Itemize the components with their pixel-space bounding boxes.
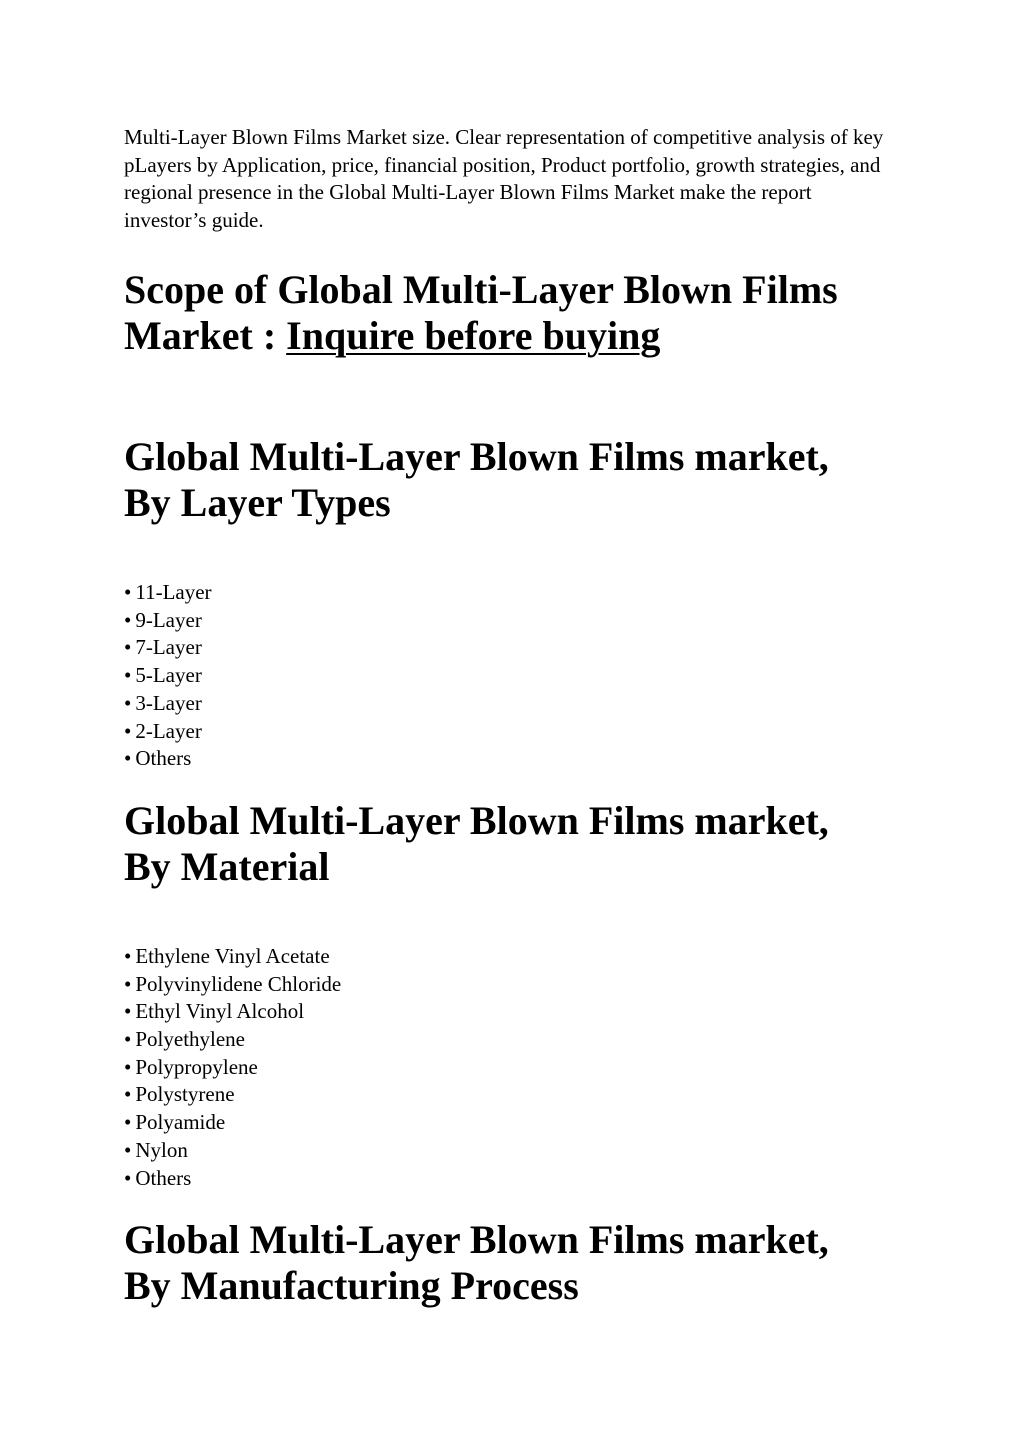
bullet: • [124,1165,132,1190]
bullet: • [124,746,132,771]
scope-heading-text: Scope of Global Multi-Layer Blown Films Market : [124,267,838,358]
list-item-label: Polystyrene [135,1082,235,1107]
list-item-label: Others [135,746,192,771]
list-item [124,634,884,662]
list-item [124,579,884,607]
document-page [124,124,884,1309]
list-item [124,1026,884,1054]
bullet: • [124,635,132,660]
material-list [124,943,884,1192]
list-item [124,745,884,773]
list-item-label: 2-Layer [135,718,202,743]
list-item [124,1109,884,1137]
manufacturing-process-heading: Global Multi-Layer Blown Films market, By Manufacturing Process [124,1217,829,1309]
bullet: • [124,1027,132,1052]
scope-heading [124,267,884,359]
list-item-label: Nylon [135,1137,188,1162]
list-item-label: Ethylene Vinyl Acetate [135,943,330,968]
layer-types-heading: Global Multi-Layer Blown Films market, By Layer Types [124,434,829,525]
bullet: • [124,1137,132,1162]
list-item [124,1165,884,1193]
list-item [124,943,884,971]
list-item-label: 5-Layer [135,663,202,688]
list-item-label: 9-Layer [135,607,202,632]
bullet: • [124,663,132,688]
bullet: • [124,1054,132,1079]
list-item-label: Polyamide [135,1110,226,1135]
list-item-label: 3-Layer [135,690,202,715]
list-item [124,690,884,718]
list-item-label: Ethyl Vinyl Alcohol [135,999,305,1024]
bullet: • [124,943,132,968]
material-heading: Global Multi-Layer Blown Films market, By Material [124,797,829,889]
list-item-label: Polypropylene [135,1054,258,1079]
bullet: • [124,690,132,715]
intro-paragraph: Multi-Layer Blown Films Market size. Clear representation of competitive analysis of key pLayers by Application, price, financial position, Product portfolio, growth strategies, and regional presence in the Global Multi-Layer Blown Films Market make the report investor’s guide. [124,125,884,232]
bullet: • [124,1082,132,1107]
bullet: • [124,718,132,743]
layer-types-list [124,579,884,773]
list-item [124,1054,884,1082]
list-item [124,607,884,635]
list-item [124,971,884,999]
list-item [124,998,884,1026]
bullet: • [124,607,132,632]
list-item [124,662,884,690]
list-item-label: Polyvinylidene Chloride [135,971,342,996]
list-item-label: 11-Layer [135,580,212,604]
bullet: • [124,971,132,996]
list-item [124,718,884,746]
bullet: • [124,999,132,1024]
bullet: • [124,1110,132,1135]
list-item-label: Others [135,1165,192,1190]
list-item-label: 7-Layer [135,635,202,660]
list-item-label: Polyethylene [135,1027,246,1052]
list-item [124,1081,884,1109]
bullet: • [124,580,132,604]
inquire-before-buying-link[interactable]: Inquire before buying [286,313,661,358]
list-item [124,1137,884,1165]
